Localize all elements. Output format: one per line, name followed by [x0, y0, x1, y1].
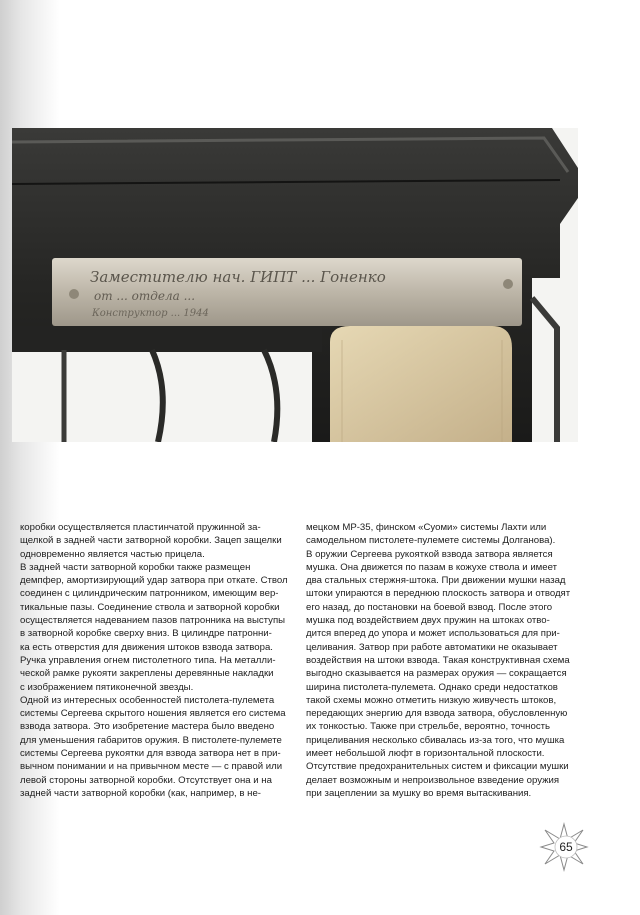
text-line: коробки осуществляется пластинчатой пружинной за- [20, 522, 261, 533]
text-line: левой стороны затворной коробки. Отсутствует она и на [20, 774, 272, 786]
left-paragraph [20, 521, 288, 800]
text-line: дится вперед до упора и может использоваться для при- [306, 628, 560, 640]
text-line: вычном понимании и на привычном месте — с правой или [20, 761, 283, 773]
text-line: с изображением пятиконечной звезды. [20, 681, 194, 693]
text-line: Ручка управления огнем пистолетного типа. На металли- [20, 654, 276, 666]
text-line: соединен с цилиндрическим патронником, имеющим вер- [20, 588, 279, 600]
plate-line-3: Конструктор ... 1944 [92, 308, 209, 319]
text-line: самодельном пистолете-пулемете системы Долганова). [306, 535, 556, 547]
text-line: тикальные пазы. Соединение ствола и затворной коробки [20, 601, 280, 613]
plate-line-1: Заместителю нач. ГИПТ ... Гоненко [90, 268, 386, 286]
text-line: системы Сергеева скрытого ношения является его система [20, 708, 286, 720]
text-line: В задней части затворной коробки также размещен [20, 561, 251, 573]
text-line: целивания. Затвор при работе автоматики не оказывает [306, 641, 558, 653]
text-line: демпфер, амортизирующий удар затвора при откате. Ствол [20, 575, 288, 587]
text-line: мушка под воздействием двух пружин на штоках отво- [306, 615, 550, 627]
text-line: их тонкостью. Также при стрельбе, вероятно, точность [306, 721, 551, 733]
text-line: Одной из интересных особенностей пистолета-пулемета [20, 694, 275, 706]
text-line: его назад, до постановки на боевой взвод. После этого [306, 601, 553, 613]
text-line: воздействия на штоки взвода. Такая конструктивная схема [306, 654, 570, 666]
text-line: два стальных стержня-штока. При движении мушки назад [306, 575, 566, 587]
text-line: осуществляется надеванием пазов патронника на выступы [20, 615, 286, 627]
text-line: системы Сергеева рукоятки для взвода затвора нет в при- [20, 748, 281, 760]
text-line: делает возможным и непроизвольное взведение оружия [306, 774, 560, 786]
text-line: мецком МР-35, финском «Суоми» системы Лахти или [306, 522, 547, 533]
text-line: задней части затворной коробки (как, например, в не- [20, 787, 261, 799]
text-line: взвода затвора. Это изобретение мастера было введено [20, 721, 275, 733]
text-line: в затворной коробке сверху вниз. В цилиндре патронни- [20, 628, 272, 640]
text-line: имеет небольшой люфт в горизонтальной плоскости. [306, 748, 545, 760]
text-line: ка есть отверстия для движения штоков взвода затвора. [20, 641, 273, 653]
text-line: В оружии Сергеева рукояткой взвода затвора является [306, 548, 553, 560]
text-line: штоки упираются в переднюю плоскость затвора и отводят [306, 588, 571, 600]
pistol-illustration [12, 128, 578, 442]
page-number-badge [539, 822, 589, 872]
text-line: выгодно сказывается на размерах оружия — сокращается [306, 668, 567, 680]
text-column-right [306, 521, 576, 800]
text-line: Отсутствие предохранительных систем и фиксации мушки [306, 761, 569, 773]
text-line: ческой рамке рукояти закреплены деревянные накладки [20, 668, 274, 680]
text-line: такой схемы можно отметить низкую живучесть штоков, [306, 694, 557, 706]
right-paragraph [306, 521, 576, 800]
text-line: щелкой в задней части затворной коробки. Зацеп защелки [20, 535, 282, 547]
plate-line-2: от ... отдела ... [94, 289, 196, 303]
text-column-left [20, 521, 288, 800]
text-line: при зацеплении за мушку во время вытаскивания. [306, 787, 532, 799]
text-line: ширина пистолета-пулемета. Однако среди недостатков [306, 681, 558, 693]
text-line: одновременно является частью прицела. [20, 548, 205, 560]
page-number: 65 [559, 840, 573, 854]
text-line: передающих энергию для взвода затвора, обусловленную [306, 708, 568, 720]
pistol-photo [12, 128, 578, 442]
text-line: мушка. Она движется по пазам в кожухе ствола и имеет [306, 561, 558, 573]
wooden-grip [330, 326, 512, 442]
text-line: прицеливания несколько сбивалась из-за того, что мушка [306, 734, 565, 746]
text-line: для уменьшения габаритов оружия. В пистолете-пулемете [20, 734, 282, 746]
